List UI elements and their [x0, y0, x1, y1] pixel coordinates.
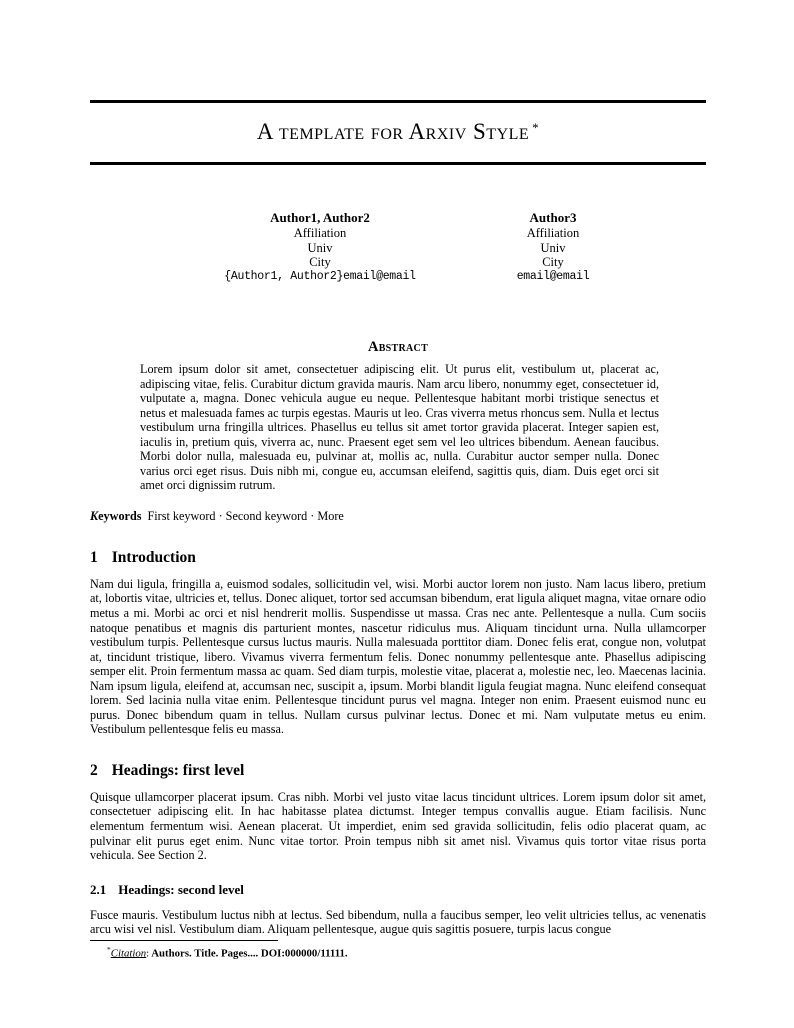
paper-title [90, 119, 706, 145]
section-2-1-title: Headings: second level [118, 881, 244, 897]
abstract-text: Lorem ipsum dolor sit amet, consectetuer adipiscing elit. Ut purus elit, vestibulum ut, placerat ac, adipiscing vitae, felis. Curabitur dictum gravida mauris. Nam arcu libero, nonummy eget, consectetuer id, vulputate a, magna. Donec vehicula augue eu neque. Pellentesque habitant morbi tristique senectus et netus et malesuada fames ac turpis egestas. Mauris ut leo. Cras viverra metus rhoncus sem. Nulla et lectus vestibulum urna fringilla ultrices. Phasellus eu tellus sit amet tortor gravida placerat. Integer sapien est, iaculis in, pretium quis, viverra ac, nunc. Praesent eget sem vel leo ultrices bibendum. Aenean faucibus. Morbi dolor nulla, malesuada eu, pulvinar at, mollis ac, nulla. Curabitur auctor semper nulla. Donec varius orci eget risus. Duis nibh mi, congue eu, accumsan eleifend, sagittis quis, diam. Duis eget orci sit amet orci dignissim rutrum. [140, 362, 659, 493]
footnote-block [90, 940, 706, 961]
abstract-heading: Abstract [367, 339, 429, 355]
footnote-citation-label: Citation [110, 947, 147, 960]
author-email: email@email [516, 270, 590, 284]
section-1-heading [90, 549, 706, 567]
footnote [90, 943, 706, 961]
author-univ: Univ [540, 240, 566, 255]
keywords-list: First keyword · Second keyword · More [147, 508, 344, 523]
title-rule-top [90, 100, 706, 103]
footnote-rule [90, 940, 278, 941]
author-affiliation: Affiliation [293, 225, 347, 240]
footnote-text: Authors. Title. Pages.... DOI:000000/11111. [149, 947, 348, 960]
title-rule-bottom [90, 162, 706, 165]
section-2-1-heading [90, 882, 706, 898]
title-asterisk: * [532, 120, 540, 135]
section-2-heading [90, 762, 706, 780]
section-1-title: Introduction [111, 548, 196, 566]
author-name: Author3 [529, 210, 577, 225]
keywords-label: eywords [98, 508, 142, 523]
section-1-body: Nam dui ligula, fringilla a, euismod sodales, sollicitudin vel, wisi. Morbi auctor lorem non justo. Nam lacus libero, pretium at, lobortis vitae, ultricies et, tellus. Donec aliquet, tortor sed accumsan bibendum, erat ligula aliquet magna, vitae ornare odio metus a mi. Morbi ac orci et nisl hendrerit mollis. Suspendisse ut massa. Cras nec ante. Pellentesque a nulla. Cum sociis natoque penatibus et magnis dis parturient montes, nascetur ridiculus mus. Aliquam tincidunt urna. Nulla ullamcorper vestibulum turpis. Pellentesque cursus luctus mauris. Nulla malesuada porttitor diam. Donec felis erat, congue non, volutpat at, tincidunt tristique, libero. Vivamus viverra fermentum felis. Donec nonummy pellentesque ante. Phasellus adipiscing semper elit. Proin fermentum massa ac quam. Sed diam turpis, molestie vitae, placerat a, molestie nec, leo. Maecenas lacinia. Nam ipsum ligula, eleifend at, accumsan nec, suscipit a, ipsum. Morbi blandit ligula feugiat magna. Nunc eleifend consequat lorem. Sed lacinia nulla vitae enim. Pellentesque tincidunt purus vel magna. Integer non enim. Praesent euismod nunc eu purus. Donec bibendum quam in tellus. Nullam cursus pulvinar lectus. Donec et mi. Nam vulputate metus eu enim. Vestibulum pellentesque felis eu massa. [90, 576, 706, 737]
section-1-number: 1 [90, 548, 98, 566]
author-univ: Univ [307, 240, 333, 255]
section-2-body: Quisque ullamcorper placerat ipsum. Cras nibh. Morbi vel justo vitae lacus tincidunt ultrices. Lorem ipsum dolor sit amet, consectetuer adipiscing elit. In hac habitasse platea dictumst. Integer tempus convallis augue. Etiam facilisis. Nunc elementum fermentum wisi. Aenean placerat. Ut imperdiet, enim sed gravida sollicitudin, felis odio placerat quam, ac pulvinar elit purus eget enim. Nunc vitae tortor. Proin tempus nibh sit amet nisl. Vivamus quis tortor vitae risus porta vehicula. See Section 2. [90, 789, 706, 863]
author-email: {Author1, Author2}email@email [224, 270, 416, 284]
author-block [90, 211, 706, 289]
author-city: City [309, 255, 331, 270]
paper-title-text: A template for Arxiv Style [256, 119, 530, 144]
footnote-colon: : [146, 947, 150, 960]
keywords-line [90, 509, 706, 524]
author-column-2 [468, 211, 638, 285]
keywords-label-initial: K [90, 508, 99, 523]
author-affiliation: Affiliation [526, 225, 580, 240]
footnote-marker: * [107, 944, 111, 954]
author-city: City [542, 255, 564, 270]
author-column-1 [170, 211, 470, 285]
author-name: Author1, Author2 [270, 210, 370, 225]
section-2-1-body: Fusce mauris. Vestibulum luctus nibh at lectus. Sed bibendum, nulla a faucibus semper, leo velit ultricies tellus, ac venenatis arcu wisi vel nisl. Vestibulum diam. Aliquam pellentesque, augue quis sagittis posuere, turpis lacus congue [90, 907, 706, 937]
section-2-title: Headings: first level [111, 761, 245, 779]
section-2-number: 2 [90, 761, 98, 779]
section-2-1-number: 2.1 [90, 881, 107, 897]
